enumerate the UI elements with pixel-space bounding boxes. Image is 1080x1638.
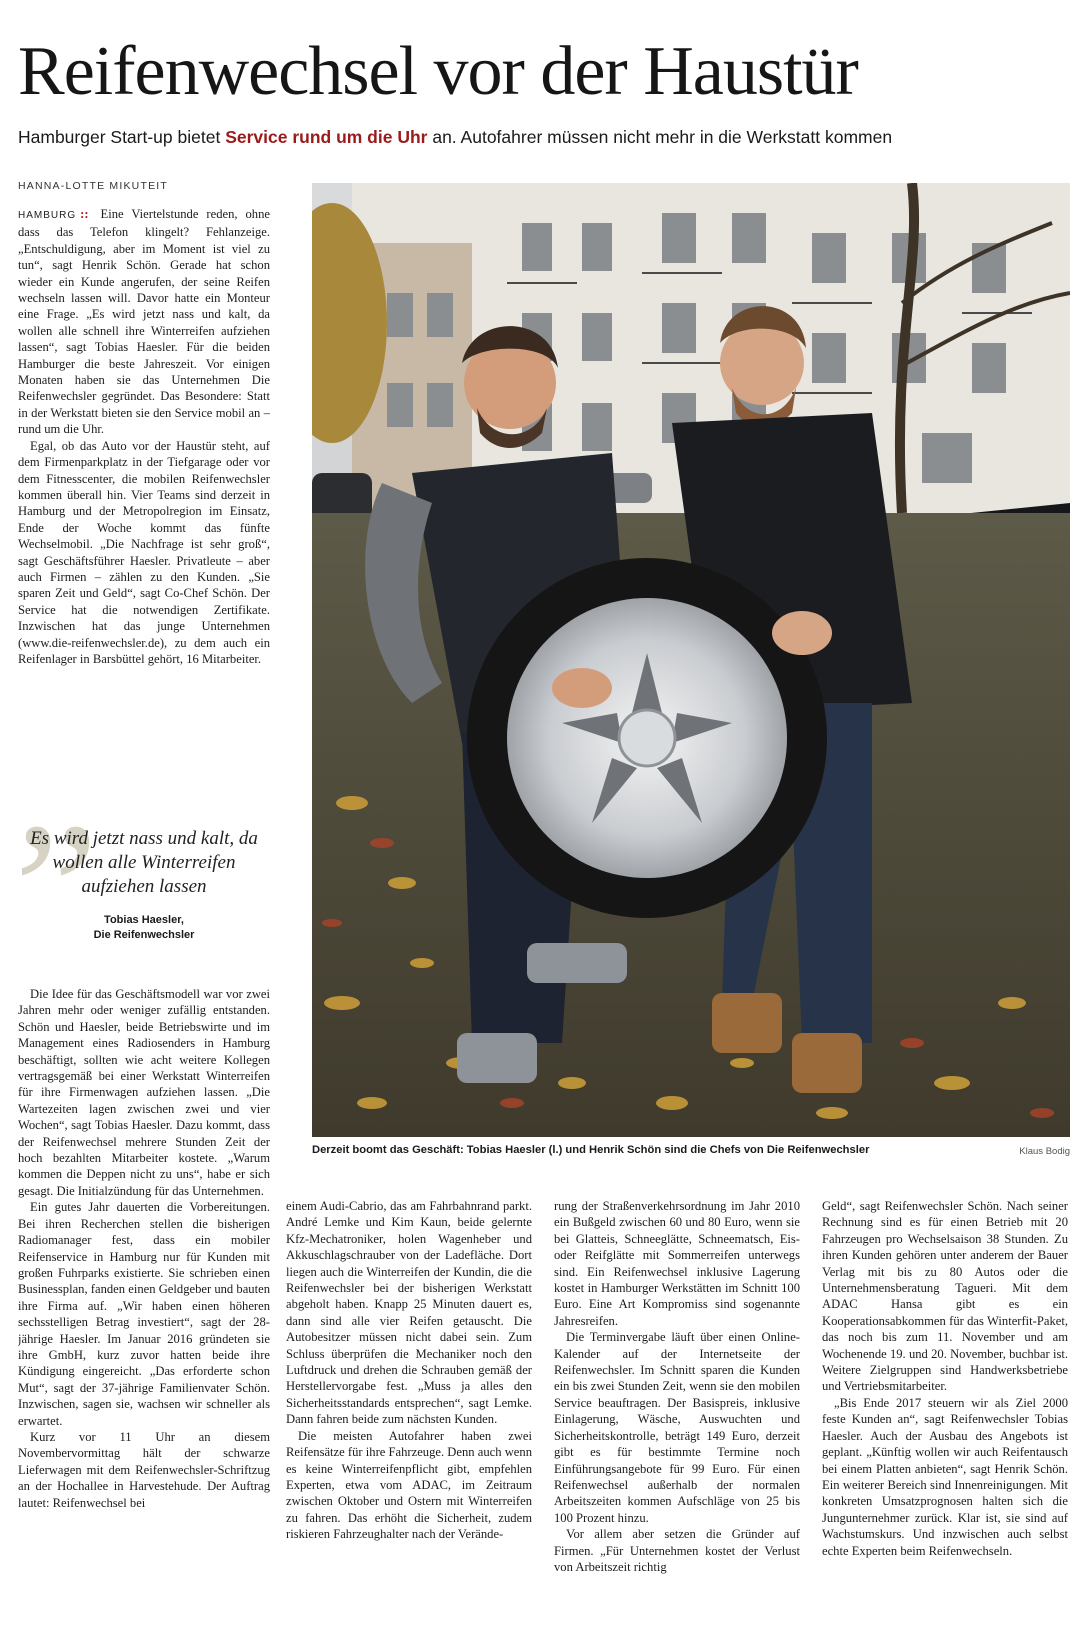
paragraph: Geld“, sagt Reifenwechsler Schön. Nach seiner Rechnung sind es für einen Betrieb mit 20 Fahrzeugen pro Wechselsaison 38 Stunden. Zu ihren Kunden gehören unter anderem der Bauer Verlag mit bis zu 80 Autos oder die Unternehmensberatung Tagueri. Mit dem ADAC Hansa gibt es ein Kooperationsabkommen für das Winterfit-Paket, das noch bis zum 11. November und am Wochenende 19. und 20. November, buchbar ist. Weitere Zielgruppen sind Handwerksbetriebe und Vertriebsmitarbeiter. [822, 1199, 1068, 1394]
photo-credit: Klaus Bodig [1019, 1146, 1070, 1157]
paragraph-text: Eine Viertelstunde reden, ohne dass das Telefon klingelt? Fehlanzeige. „Entschuldigung, aber im Moment ist viel zu tun“, sagt Henrik Schön. Gerade hat schon wieder ein Kunde angerufen, der seine Reifen wechseln lassen will. Davor hatte ein Monteur eine Frage. „Es wird jetzt nass und kalt, da wollen alle schnell ihre Winterreifen aufziehen lassen“, sagt Tobias Haesler. Für die beiden Hamburger die beste Jahreszeit. Vor einigen Monaten haben sie das Unternehmen Die Reifenwechsler gegründet. Das Besondere: Statt in der Werkstatt bieten sie den Service mobil an – rund um die Uhr. [18, 207, 270, 437]
author-byline: HANNA-LOTTE MIKUTEIT [18, 180, 169, 192]
paragraph: einem Audi-Cabrio, das am Fahrbahnrand parkt. André Lemke und Kim Kaun, beide gelernte Kfz-Mechatroniker, holen Wagenheber und Akkuschlagschrauber von der Ladefläche. Dort liegen auch die Winterreifen der Kundin, die die Reifenwechsler bei der bisherigen Werkstatt abgeholt haben. Knapp 25 Minuten dauert es, dann sind alle vier Reifen getauscht. Die Autobesitzer müssen nicht dabei sein. Zum Schluss überprüfen die Mechaniker noch den Luftdruck und drehen die Schrauben gemäß der Herstellervorgabe fest. „Muss ja alles den Sicherheitsstandards entsprechen“, sagt Lemke. Dann fahren beide zum nächsten Kunden. [286, 1199, 532, 1427]
paragraph: Egal, ob das Auto vor der Haustür steht, auf dem Firmenparkplatz in der Tiefgarage oder vor dem Fitnesscenter, die mobilen Reifenwechsler kommen überall hin. Vier Teams sind derzeit in Hamburg und der Metropolregion im Einsatz, Ende der Woche kommt das fünfte Wechselmobil. „Die Nachfrage ist sehr groß“, sagt Geschäftsführer Haesler. Privatleute – aber auch Firmen – zählen zu den Kunden. „Sie sparen Zeit und Geld“, sagt Co-Chef Schön. Der Service hat die notwendigen Zertifikate. Inzwischen hat das junge Unternehmen (www.die-reifenwechsler.de), zu dem auch ein Reifenlager in Barsbüttel gehört, 16 Mitarbeiter. [18, 438, 270, 666]
pull-quote [14, 785, 270, 995]
subheadline-highlight: Service rund um die Uhr [225, 127, 428, 147]
paragraph: Die Idee für das Geschäftsmodell war vor zwei Jahren mehr oder weniger zufällig entstanden. Schön und Haesler, beide Betriebswirte und im Management eines Radiosenders in Hamburg beschäftigt, sollten wie acht weitere Kollegen vertragsgemäß bei einer Werkstatt Winterreifen für ihre Firmenwagen aufziehen lassen. „Die Wartezeiten lagen zwischen zwei und vier Wochen“, sagt Tobias Haesler. Dazu kommt, dass der Reifenwechsel mehrere Stunden Zeit der hoch bezahlten Mitarbeiter kostete. „Warum kommen die Deppen nicht zu uns“, habe er sich gesagt. Die Initialzündung für das Unternehmen. [18, 987, 270, 1198]
dateline: HAMBURG [18, 210, 77, 221]
paragraph: Die Terminvergabe läuft über einen Online-Kalender auf der Internetseite der Reifenwechsler. Im Schnitt sparen die Kunden ein bis zwei Stunden Zeit, wenn sie den mobilen Service beauftragen. Der Basispreis, inklusive Einlagerung, Wäsche, Auswuchten und Sicherheitskontrolle, beträgt 149 Euro, derzeit gibt es für bestimmte Termine noch Einführungsangebote für 99 Euro. Für einen Reifenwechsel außerhalb der normalen Arbeitszeiten kommen Aufschläge von 25 bis 100 Prozent hinzu. [554, 1330, 800, 1525]
quote-author [18, 913, 270, 943]
quote-mark-icon: ” [14, 785, 99, 995]
subheadline-part-2: an. Autofahrer müssen nicht mehr in die Werkstatt kommen [427, 127, 893, 147]
article-column-2 [286, 1198, 532, 1634]
article-column-1-bottom [18, 986, 270, 1632]
quote-author-org: Die Reifenwechsler [93, 929, 195, 941]
quote-text: Es wird jetzt nass und kalt, da wollen alle Winterreifen aufziehen lassen [30, 828, 258, 897]
article-column-3 [554, 1198, 800, 1634]
paragraph [18, 206, 270, 438]
article-photo [312, 183, 1070, 1137]
subheadline-part-1: Hamburger Start-up bietet [18, 127, 226, 147]
photo-illustration [312, 183, 1070, 1137]
paragraph: Die meisten Autofahrer haben zwei Reifensätze für ihre Fahrzeuge. Denn auch wenn es keine Winterreifenpflicht gibt, empfehlen Experten, etwa vom ADAC, im Zeitraum zwischen Oktober und Ostern mit Winterreifen zu fahren. Das erhöht die Sicherheit, zudem riskieren Fahrzeughalter nach der Verände- [286, 1428, 532, 1542]
subheadline [18, 124, 1068, 150]
article-column-1-top [18, 206, 270, 776]
quote-author-name: Tobias Haesler, [104, 914, 184, 926]
paragraph: Ein gutes Jahr dauerten die Vorbereitungen. Bei ihren Recherchen stellen die bisherigen Radiomanager fest, dass ein mobiler Reifenservice in Hamburg nur für Kunden mit großen Fuhrparks existierte. Sie schrieben einen Businessplan, fanden einen Geldgeber und bauten ihre Firma auf. „Wir haben einen höheren sechsstelligen Betrag investiert“, sagt der 28-jährige Haesler. Im Januar 2016 gründeten sie ihre GmbH, kurz zuvor hatten beide ihre Kündigung eingereicht. „Das erforderte schon Mut“, sagt der 37-jährige Familienvater Schön. Inzwischen, sagen sie, wachsen wir schneller als erwartet. [18, 1200, 270, 1428]
dateline-separator: :: [80, 207, 89, 221]
article-column-4 [822, 1198, 1068, 1634]
paragraph: Vor allem aber setzen die Gründer auf Firmen. „Für Unternehmen kostet der Verlust von Arbeitszeit richtig [554, 1527, 800, 1574]
paragraph: rung der Straßenverkehrsordnung im Jahr 2010 ein Bußgeld zwischen 60 und 80 Euro, wenn sie bei Glatteis, Schneeglätte, Schneematsch, Eis- oder Reifglätte mit Sommerreifen unterwegs sind. Ein Reifenwechsel inklusive Lagerung kostet in Hamburger Werkstätten im Schnitt 100 Euro. Eine Art Kompromiss sind sogenannte Jahresreifen. [554, 1199, 800, 1328]
paragraph: Kurz vor 11 Uhr an diesem Novembervormittag hält der schwarze Lieferwagen mit dem Reifenwechsler-Schriftzug an der Hochallee in Harvestehude. Der Auftrag lautet: Reifenwechsel bei [18, 1429, 270, 1510]
photo-caption: Derzeit boomt das Geschäft: Tobias Haesler (l.) und Henrik Schön sind die Chefs von Die Reifenwechsler [312, 1144, 870, 1156]
paragraph: „Bis Ende 2017 steuern wir als Ziel 2000 feste Kunden an“, sagt Reifenwechsler Tobias Haesler. Auch der Ausbau des Angebots ist geplant. „Künftig wollen wir auch Reifentausch bei einem Platten anbieten“, sagt Henrik Schön. Ein weiterer Bereich sind Innenreinigungen. Mit konkreten Umsatzprognosen halten sich die Jungunternehmer zurück. Klar ist, sie sind auf Wachstumskurs. Und inzwischen auch selbst echte Experten beim Reifenwechseln. [822, 1395, 1068, 1558]
headline: Reifenwechsel vor der Haustür [18, 33, 858, 110]
